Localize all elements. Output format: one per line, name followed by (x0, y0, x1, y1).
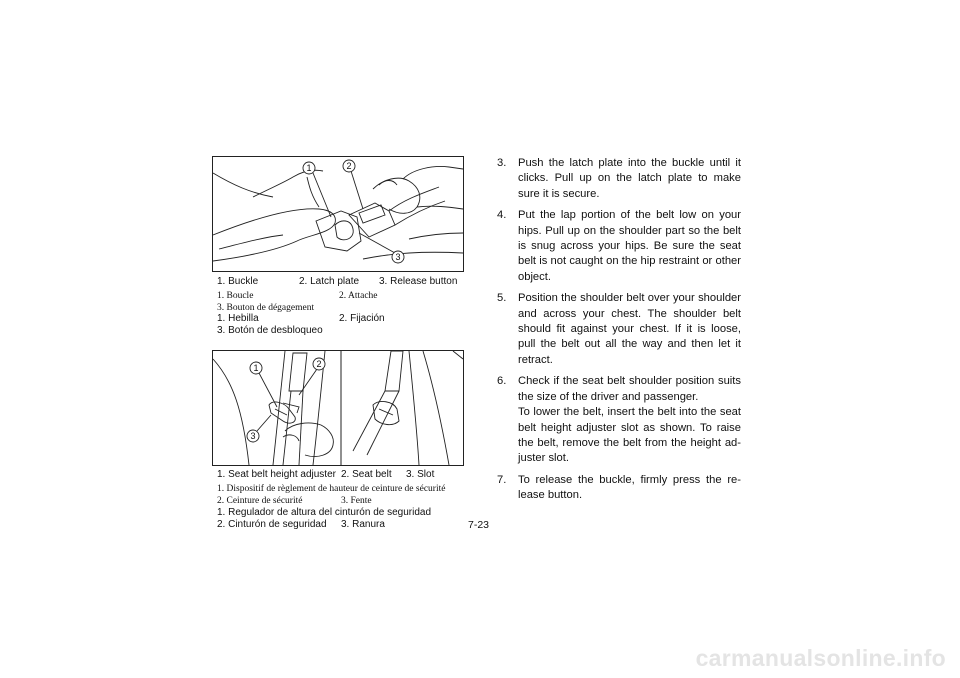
step-text: To release the buckle, firmly press the re-lease button. (518, 473, 741, 502)
step-number: 5. (497, 292, 507, 305)
step-text: Put the lap portion of the belt low on your hips. Pull up on the shoulder part so the belt is snug across your hips. Be sure the seat belt is not caught on the hip restraint or other object. (518, 209, 741, 283)
step-4 (497, 208, 741, 285)
fig1-caption-es-1: 1. Hebilla (217, 313, 259, 324)
callout-label-2: 2 (346, 161, 352, 171)
fig2-caption-fr-2: 2. Ceinture de sécurité (217, 496, 303, 506)
fig2-caption-es-3: 3. Ranura (341, 519, 385, 530)
fig1-caption-fr-1: 1. Boucle (217, 291, 254, 301)
fig1-caption-fr-2: 2. Attache (339, 291, 378, 301)
watermark: carmanualsonline.info (695, 645, 946, 671)
step-text: To lower the belt, insert the belt into the seat belt height adjuster slot as shown. To raise the belt, remove the belt from the height ad-juster slot. (518, 406, 741, 465)
fig2-caption-en-3: 3. Slot (406, 469, 435, 480)
callout-label-1: 1 (253, 363, 259, 373)
fig2-caption-es-1: 1. Regulador de altura del cinturón de seguridad (217, 507, 432, 518)
step-6 (497, 374, 741, 466)
step-number: 3. (497, 157, 507, 169)
figure-buckle (212, 156, 464, 272)
step-text: Position the shoulder belt over your shoulder and across your chest. The shoulder belt should fit against your chest. If it is loose, pull the belt out all the way and then let it retract. (518, 292, 741, 366)
callout-label-3: 3 (250, 431, 256, 441)
step-number: 6. (497, 375, 507, 388)
figure-height-adjuster (212, 350, 464, 466)
step-number: 7. (497, 473, 507, 486)
fig1-caption-fr-3: 3. Bouton de dégagement (217, 303, 315, 313)
step-text: Push the latch plate into the buckle until it clicks. Pull up on the latch plate to make sure it is secure. (518, 157, 741, 200)
page-number: 7-23 (468, 519, 490, 531)
buckle-illustration (213, 157, 463, 271)
instruction-steps (497, 156, 741, 510)
fig1-caption-es-2: 2. Fijación (339, 313, 385, 324)
fig1-caption-en-2: 2. Latch plate (299, 276, 360, 287)
fig2-caption-fr-1: 1. Dispositif de règlement de hauteur de ceinture de sécurité (217, 484, 446, 494)
fig1-caption-en-1: 1. Buckle (217, 276, 259, 287)
step-7 (497, 473, 741, 504)
step-text: Check if the seat belt shoulder position suits the size of the driver and passenger. (518, 375, 741, 403)
callout-label-1: 1 (306, 163, 312, 173)
fig2-caption-es-2: 2. Cinturón de seguridad (217, 519, 327, 530)
fig2-caption-en-1: 1. Seat belt height adjuster (217, 469, 336, 480)
callout-label-2: 2 (316, 359, 322, 369)
fig1-caption-en-3: 3. Release button (379, 276, 458, 287)
step-number: 4. (497, 209, 507, 222)
height-adjuster-illustration (213, 351, 463, 465)
fig2-caption-fr-3: 3. Fente (341, 496, 372, 506)
step-3 (497, 156, 741, 202)
fig1-caption-es-3: 3. Botón de desbloqueo (217, 325, 323, 336)
callout-label-3: 3 (395, 252, 401, 262)
fig2-caption-en-2: 2. Seat belt (341, 469, 392, 480)
step-5 (497, 291, 741, 368)
